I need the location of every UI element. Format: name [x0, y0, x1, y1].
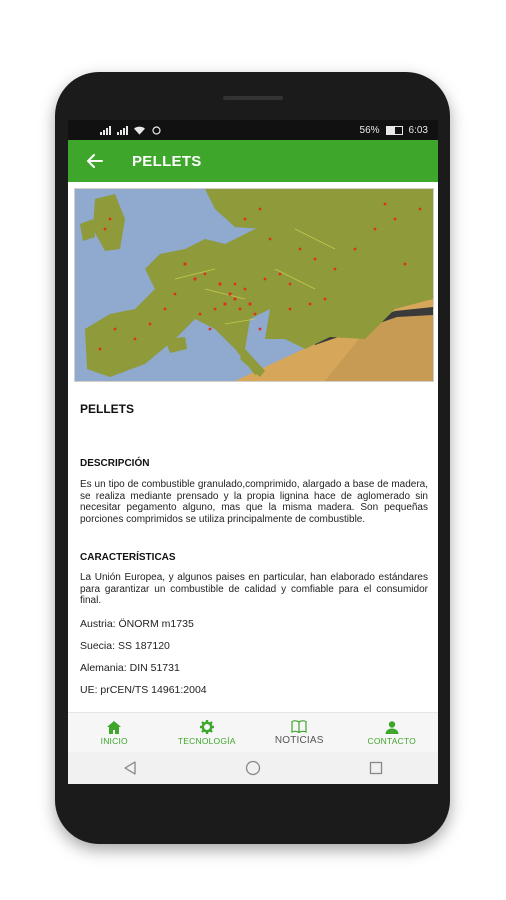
- status-bar: [68, 120, 438, 140]
- system-recents-button[interactable]: [361, 757, 391, 779]
- standard-ue: UE: prCEN/TS 14961:2004: [80, 684, 207, 696]
- phone-speaker: [223, 96, 283, 100]
- triangle-back-icon: [123, 761, 137, 775]
- gear-icon: [200, 720, 214, 734]
- system-home-button[interactable]: [238, 757, 268, 779]
- nav-label-contacto: CONTACTO: [367, 735, 416, 746]
- nav-item-tecnologia[interactable]: [167, 720, 247, 746]
- standard-austria: Austria: ÖNORM m1735: [80, 618, 194, 630]
- circle-home-icon: [245, 760, 261, 776]
- book-icon: [291, 720, 307, 733]
- wifi-icon: [134, 126, 145, 135]
- nav-label-inicio: INICIO: [100, 735, 128, 746]
- battery-percent: 56%: [359, 124, 380, 136]
- article-content: [68, 182, 438, 712]
- back-button[interactable]: [84, 150, 106, 172]
- page-title: PELLETS: [132, 152, 202, 170]
- system-back-button[interactable]: [115, 757, 145, 779]
- article-title: PELLETS: [80, 402, 135, 416]
- app-bar: [68, 140, 438, 182]
- standard-alemania: Alemania: DIN 51731: [80, 662, 180, 674]
- clock: 6:03: [408, 124, 428, 136]
- nav-item-noticias[interactable]: [259, 720, 339, 746]
- section-text-caracteristicas: La Unión Europea, y algunos paises en particular, han elaborado estándares para garantizar un combustible de calidad y comfiable para el consumidor final.: [80, 572, 428, 606]
- home-icon: [107, 721, 121, 734]
- app-screen: [68, 120, 438, 784]
- nav-label-tecnologia: TECNOLOGÍA: [177, 736, 236, 746]
- person-icon: [385, 721, 399, 734]
- europe-map-image: [75, 189, 433, 381]
- sync-icon: [151, 126, 162, 135]
- signal-icon: [117, 126, 128, 135]
- section-heading-descripcion: DESCRIPCIÓN: [80, 458, 150, 469]
- arrow-left-icon: [87, 154, 103, 168]
- bottom-navigation: [68, 712, 438, 753]
- status-icons-right: [360, 125, 428, 136]
- status-icons-left: [78, 126, 162, 135]
- signal-icon: [100, 126, 111, 135]
- nav-item-inicio[interactable]: [74, 721, 154, 746]
- hero-image: [74, 188, 434, 382]
- nav-label-noticias: NOTICIAS: [274, 735, 324, 746]
- square-recents-icon: [369, 761, 383, 775]
- nav-item-contacto[interactable]: [352, 721, 432, 746]
- battery-icon: [386, 126, 403, 135]
- section-text-descripcion: Es un tipo de combustible granulado,comprimido, alargado a base de madera, se realiza mediante prensado y la propia lignina hace de aglomerado sin necesitar pegamento alguno, mas que la misma madera. Son pequeñas porciones comprimidos se utiliza principalmente de combustible.: [80, 479, 428, 525]
- section-heading-caracteristicas: CARACTERÍSTICAS: [80, 552, 176, 563]
- system-navigation-bar: [68, 752, 438, 784]
- standard-suecia: Suecia: SS 187120: [80, 640, 170, 652]
